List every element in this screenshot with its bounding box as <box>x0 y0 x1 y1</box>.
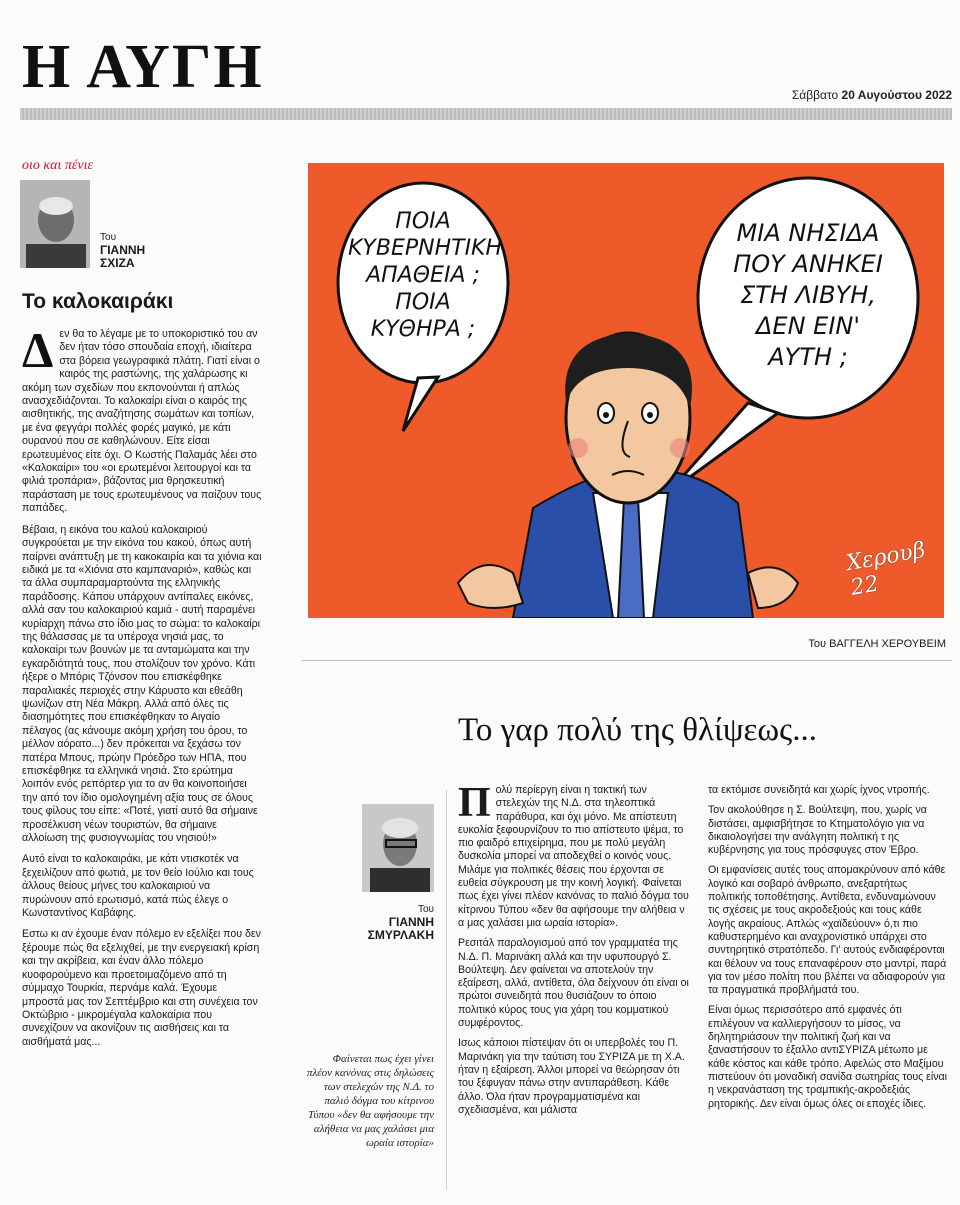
article-headline: Το γαρ πολύ της θλίψεως... <box>458 712 817 748</box>
left-speech-bubble-text: ΠΟΙΑ ΚΥΒΕΡΝΗΤΙΚΗ ΑΠΑΘΕΙΑ ; ΠΟΙΑ ΚΥΘΗΡΑ ; <box>348 209 503 342</box>
article-body-col-b <box>708 784 948 1118</box>
author-photo <box>362 804 434 892</box>
paragraph: Τον ακολούθησε η Σ. Βούλτεψη, που, χωρίς να διστάσει, αμφισβήτησε το Κτηματολόγιο για να δικαιολογήσει την ανάλγητη πολιτική τ ης κυβέρνησης για τους πρόσφυγες στον Έβρο. <box>708 804 927 857</box>
article-body-col-a <box>458 780 690 1124</box>
paragraph: εν θα το λέγαμε με το υποκοριστικό του αν δεν ήταν τόσο σπουδαία εποχή, ιδιαίτερα στα βόρεια γεωγραφικά πλάτη. Γιατί είναι ο καιρός της ραστώνης, της χαλάρωσης κι ακόμη των σχεδίων που εκπονούνται ή απλώς ανασχεδιάζονται. Το καλοκαίρι είναι ο καιρός της αισθητικής, της αναζήτησης σωμάτων και τοπίων, με ένα φεγγάρι πολλές φορές μαγικό, με κάτι ουρανού που σε καθηλώνουν. Είτε είσαι ερωτευμένος είτε όχι. Ο Κωστής Παλαμάς λέει στο «Καλοκαίρι» του «οι ερωτεμένοι λειτουργοί και τα φιλιά τροπάρια», βάζοντας μια θρησκευτική παράσταση με τους ερωτευμένους να παίζουν τους παπάδες. <box>22 328 262 515</box>
paragraph: ολύ περίεργη είναι η τακτική των στελεχών της Ν.Δ. στα τηλεοπτικά παράθυρα, και όχι μόνο. Με απίστευτη ευκολία ξεφουρνίζουν το πιο απίστευτο ψέμα, το πιο φαιδρό επιχείρημα, που με πολύ μεγάλη δυσκολία μπορεί να αποδεχθεί ο κοινός νους. Μιλάμε για πολιτικές θέσεις που έρχονται σε ευθεία σύγκρουση με την κοινή λογική. Φαίνεται πως έχει γίνει πλέον κανόνας το παλιό δόγμα του κίτρινου Τύπου «δεν θα αφήσουμε την αλήθεια ν α μας χαλάσει μια ωραία ιστορία». <box>458 784 689 929</box>
date-weekday: Σάββατο <box>791 88 839 102</box>
byline <box>362 904 434 942</box>
paragraph: Οι εμφανίσεις αυτές τους απομακρύνουν από κάθε λογικό και σοβαρό άνθρωπο, ανεξαρτήτως πολιτικής τοποθέτησης. Αντίθετα, ενδυναμώνουν τις σχέσεις με τους ακροδεξιούς και τους κάθε λογής ακραίους. Απλώς «χαϊδεύουν» ό,τι πιο καθυστερημένο και αναχρονιστικό υπάρχει στο συντηρητικό στρατόπεδο. Γι' αυτούς ενδιαφέρονται και θέλουν να τους επαναφέρουν στο μαντρί, παρά για τον μέσο πολίτη που βλέπει να αδιαφορούν για τα πραγματικά προβλήματά του. <box>708 864 947 997</box>
drop-cap: Δ <box>22 322 54 378</box>
paragraph: Βέβαια, η εικόνα του καλού καλοκαιριού συγκρούεται με την εικόνα του κακού, όπως αυτή παίρνει ανάπτυξη με τη κακοκαιρία και τα χιόνια και ειδικά με τα «Χιόνια στο καμπαναριό», καθώς και τα άλλα συμπαραμαρτούντα της ελληνικής παράδοσης. Κάπου υπάρχουν αντίπαλες εικόνες, αλλά σαν του καλοκαιριού καμιά - αυτή παραμένει κυρίαρχη πάνω στο ίδιο μας το σώμα: το καλοκαίρι της θάλασσας με τα υπέροχα νησιά μας, το καλοκαίρι των βουνών με τα ανταμώματα και την εγκαρδιότητά τους, που στολίζουν τον χρόνο. Κάτι ήξερε ο Μπόρις Τζόνσον που επισκέφθηκε παραλιακές περιοχές στην Κάρυστο και εθεάθη ψωνίζων στη Νέα Μάκρη. Αλλά από όλες τις διασημότητες που επισκέφθηκαν το Αιγαίο πέλαγος (ας κάνουμε ακόμη χρήση του όρου, το μέλλον αόρατο...) δεν πρόκειται να ξεχάσω τον πατέρα Μπους, πρώην Πρόεδρο των ΗΠΑ, που επισκέφθηκε τα ελληνικά νησιά. Στο ερώτημα λοιπόν ενός ρεπόρτερ για το αν θα κοινοποιήσει την από τον ίδιο ομολογημένη αξία τους σε όλους τους φίλους του είπε: «Ποτέ, γιατί αυτό θα σήμαινε προσέλκυση νέων τουριστών, θα σήμαινε αλλοίωση της φυσιογνωμίας του νησιού!» <box>22 523 262 845</box>
drop-cap: Π <box>458 780 491 826</box>
author-name: ΓΙΑΝΝΗ ΣΜΥΡΛΑΚΗ <box>367 915 434 942</box>
cartoon-credit: Του ΒΑΓΓΕΛΗ ΧΕΡΟΥΒΕΙΜ <box>808 638 946 650</box>
byline-prefix: Του <box>417 904 434 915</box>
masthead-rule <box>20 108 952 120</box>
cartoonist-signature: Χερουβ 22 <box>844 537 928 601</box>
paragraph: Ισως κάποιοι πίστεψαν ότι οι υπερβολές του Π. Μαρινάκη για την ταύτιση του ΣΥΡΙΖΑ με τη Χ.Α. ήταν η εξαίρεση. Άλλοι μπορεί να θεώρησαν ότι του ξέφυγαν πάνω στην αντιπαράθεση. Κάθε άλλο. Όλα ήταν προγραμματισμένα και σχεδιασμένα, και μάλιστα <box>458 1037 685 1116</box>
paragraph: Είναι όμως περισσότερο από εμφανές ότι επιλέγουν να καλλιεργήσουν το μίσος, να δηλητηριάσουν την πολιτική ζωή και να ξαναστήσουν το έξαλλο αντιΣΥΡΙΖΑ μέτωπο με κάθε κόστος και κάθε τρόπο. Αφελώς στο Μαξίμου πιστεύουν ότι μοναδική σανίδα σωτηρίας τους είναι η νεκρανάσταση της τραμπικής-ακροδεξιάς ρητορικής. Δεν είναι όμως όλες οι εποχές ίδιες. <box>708 1004 948 1110</box>
section-divider <box>302 660 952 661</box>
author-portrait-icon <box>362 804 434 892</box>
article-headline: Το καλοκαιράκι <box>22 290 174 313</box>
paragraph: Αυτό είναι το καλοκαιράκι, με κάτι ντισκοτέκ να ξεχειλίζουν από φωτιά, με τον θείο Ιούλιο και τους άλλους θείους μήνες του καλοκαιριού να πυρώνουν από ερωτισμό, κατά πώς έλεγε ο Κωνσταντίνος Καβάφης. <box>22 853 254 920</box>
author-portrait-icon <box>20 180 90 268</box>
date-value: 20 Αυγούστου 2022 <box>841 88 952 102</box>
article-body <box>22 322 262 1057</box>
pull-quote: Φαίνεται πως έχει γίνει πλέον κανόνας στις δηλώσεις των στελεχών της Ν.Δ. το παλιό δόγμα του κίτρινου Τύπου «δεν θα αφήσουμε την αλήθεια να μας χαλάσει μια ωραία ιστορία» <box>307 1053 434 1149</box>
right-speech-bubble-text: ΜΙΑ ΝΗΣΙΔΑ ΠΟΥ ΑΝΗΚΕΙ ΣΤΗ ΛΙΒΥΗ, ΔΕΝ ΕΙΝ' ΑΥΤΗ ; <box>733 219 883 371</box>
paragraph: Ρεσιτάλ παραλογισμού από τον γραμματέα της Ν.Δ. Π. Μαρινάκη αλλά και την υφυπουργό Σ. Βούλτεψη. Δεν φαίνεται να αποτελούν την εξαίρεση, αλλά, αντίθετα, όλα δείχνουν ότι είναι οι πρώτοι συνειδητά που θυσιάζουν το όποιο πολιτικό κύρος τους για χάρη του κομματικού συμφέροντος. <box>458 937 689 1030</box>
issue-date <box>792 88 952 102</box>
byline-prefix: Του <box>100 232 117 243</box>
author-photo <box>20 180 90 268</box>
paragraph: Εστω κι αν έχουμε έναν πόλεμο εν εξελίξει που δεν ξέρουμε πώς θα εξελιχθεί, με την ενεργειακή κρίση και την ακρίβεια, και έναν άλλο πόλεμο κυοφορούμενο και προετοιμαζόμενο από τη σύμμαχο Τουρκία, περνάμε καλά. Έχουμε μπροστά μας τον Σεπτέμβριο και στη συνέχεια τον Οκτώβριο - μικρομέγαλα καλοκαίρια που συνεχίζουν να ακονίζουν τις αισθήσεις και τα αισθήματά μας... <box>22 928 261 1048</box>
column-rule <box>446 790 447 1190</box>
author-name: ΓΙΑΝΝΗ ΣΧΙΖΑ <box>100 243 146 270</box>
political-cartoon <box>308 163 944 618</box>
column-kicker: οιο και πένιε <box>22 158 93 173</box>
newspaper-masthead: Η ΑΥΓΗ <box>22 33 264 101</box>
byline <box>100 232 160 270</box>
paragraph: τα εκτόμισε συνειδητά και χωρίς ίχνος ντροπής. <box>708 784 930 796</box>
